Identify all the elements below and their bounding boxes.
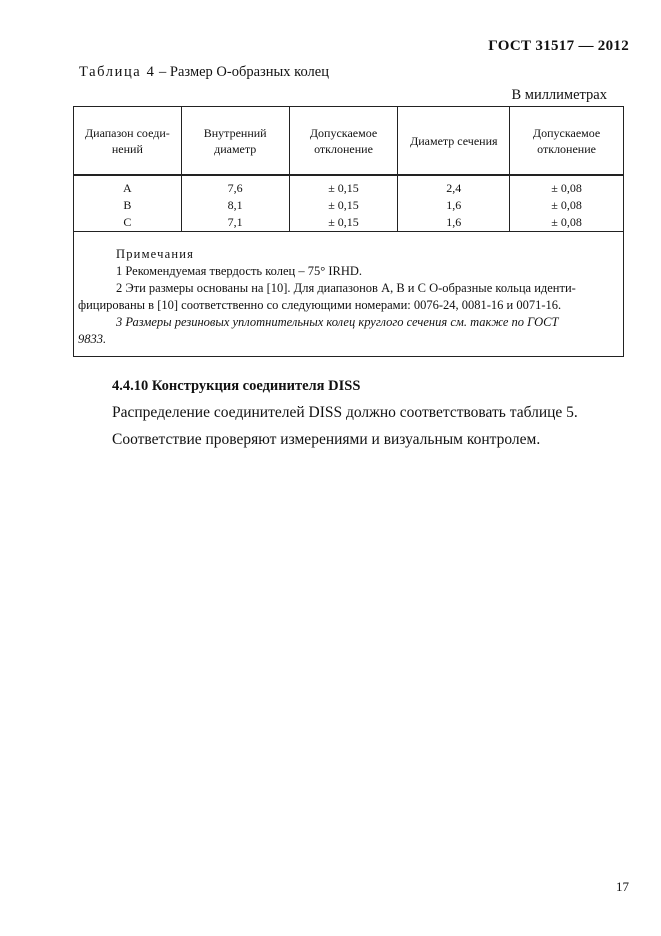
section-paragraph-1: Распределение соединителей DISS должно соответствовать таблице 5. <box>112 404 578 421</box>
section-paragraph-2: Соответствие проверяют измерениями и визуальным контролем. <box>112 431 541 448</box>
o-ring-size-table <box>73 106 624 357</box>
page-number: 17 <box>616 879 629 894</box>
section-title: 4.4.10 Конструкция соединителя DISS <box>112 378 361 394</box>
table-cell: 1,6 <box>398 196 510 213</box>
table-cell: ± 0,15 <box>289 213 398 232</box>
table-cell: ± 0,15 <box>289 175 398 196</box>
table-cell: 7,1 <box>181 213 289 232</box>
table-cell: 1,6 <box>398 213 510 232</box>
table-cell: ± 0,08 <box>510 196 624 213</box>
table-caption <box>79 64 329 81</box>
note-2-line-2: фицированы в [10] соответственно со следующими номерами: 0076-24, 0081-16 и 0071-16. <box>78 298 562 312</box>
table-cell: 2,4 <box>398 175 510 196</box>
table-row <box>74 213 624 232</box>
table-header-row <box>74 107 624 176</box>
table-cell: 7,6 <box>181 175 289 196</box>
column-header: Допускаемое отклонение <box>510 107 624 176</box>
table-cell: B <box>74 196 182 213</box>
table-cell: A <box>74 175 182 196</box>
column-header: Внутренний диаметр <box>181 107 289 176</box>
note-1: 1 Рекомендуемая твердость колец – 75° IRHD. <box>116 264 363 278</box>
table-row <box>74 196 624 213</box>
table-cell: C <box>74 213 182 232</box>
table-notes-row <box>74 232 624 357</box>
notes-heading: Примечания <box>116 247 195 261</box>
note-3-line-1: 3 Размеры резиновых уплотнительных колец круглого сечения см. также по ГОСТ <box>116 315 559 329</box>
table-notes <box>74 232 624 357</box>
table-cell: ± 0,08 <box>510 175 624 196</box>
table-caption-prefix: Таблица 4 <box>79 64 156 80</box>
table-row <box>74 175 624 196</box>
table-cell: ± 0,08 <box>510 213 624 232</box>
document-standard-header: ГОСТ 31517 — 2012 <box>488 38 629 54</box>
table-caption-text: – Размер О-образных колец <box>155 64 329 80</box>
column-header: Диаметр сечения <box>398 107 510 176</box>
column-header: Диапазон соеди-нений <box>74 107 182 176</box>
table-cell: ± 0,15 <box>289 196 398 213</box>
table-cell: 8,1 <box>181 196 289 213</box>
note-2-line-1: 2 Эти размеры основаны на [10]. Для диапазонов А, В и С О-образные кольца иденти- <box>116 281 576 295</box>
table-units: В миллиметрах <box>511 87 607 103</box>
note-3-line-2: 9833. <box>78 332 107 346</box>
column-header: Допускаемое отклонение <box>289 107 398 176</box>
